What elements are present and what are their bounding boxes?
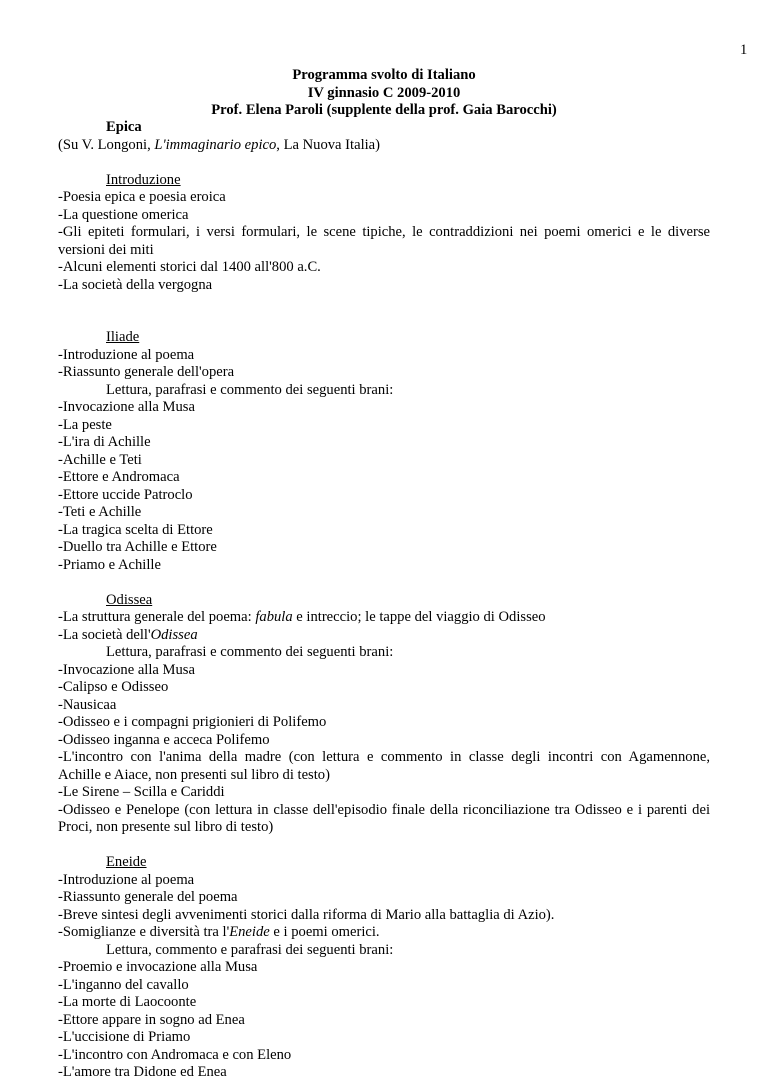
list-item: -La società della vergogna [58,276,213,293]
list-item-continuation: Achille e Aiace, non presenti sul libro di testo) [58,766,330,783]
book-title: L'immaginario epico [154,136,277,153]
list-item: -Alcuni elementi storici dal 1400 all'800 a.C. [58,259,321,275]
list-item: -Ettore appare in sogno ad Enea [58,1011,245,1028]
reading-label: Lettura, parafrasi e commento dei seguenti brani: [106,381,394,398]
list-item: -Riassunto generale dell'opera [58,364,235,380]
list-item-continuation: versioni dei miti [58,241,154,258]
list-item: -Breve sintesi degli avvenimenti storici dalla riforma di Mario alla battaglia di Azio). [58,906,555,923]
header-teacher: Prof. Elena Paroli (supplente della prof. Gaia Barocchi) [211,102,557,118]
section-title-epica: Epica [106,119,142,135]
list-item-continuation: Proci, non presente sul libro di testo) [58,819,274,835]
page-number: 1 [740,42,748,58]
list-item: -Le Sirene – Scilla e Cariddi [58,784,225,800]
reading-label: Lettura, commento e parafrasi dei seguenti brani: [106,941,394,958]
list-item: -L'ira di Achille [58,434,151,450]
list-item: -Odisseo e Penelope (con lettura in classe dell'episodio finale della riconciliazione tra Odisseo e i parenti dei [58,801,710,818]
section-title-introduzione: Introduzione [106,171,181,188]
list-item: -L'uccisione di Priamo [58,1029,191,1045]
list-item: -Riassunto generale del poema [58,889,238,905]
list-item: -Somiglianze e diversità tra l'Eneide e i poemi omerici. [58,924,380,940]
list-item: -L'incontro con Andromaca e con Eleno [58,1046,292,1063]
list-item: -L'inganno del cavallo [58,976,189,993]
list-item: -La tragica scelta di Ettore [58,521,213,538]
list-item: -L'amore tra Didone ed Enea [58,1064,227,1080]
list-item: -Invocazione alla Musa [58,399,195,415]
list-item: -La società dell'Odissea [58,626,198,643]
document-body [58,119,710,1082]
list-item: -Teti e Achille [58,504,142,520]
list-item: -Proemio e invocazione alla Musa [58,959,258,975]
list-item: -Duello tra Achille e Ettore [58,539,217,555]
list-item: -Introduzione al poema [58,346,195,363]
list-item: -Odisseo e i compagni prigionieri di Polifemo [58,714,327,730]
list-item: -Priamo e Achille [58,556,161,573]
document-header [0,67,768,120]
list-item: -La struttura generale del poema: fabula e intreccio; le tappe del viaggio di Odisseo [58,609,546,625]
list-item: -Introduzione al poema [58,871,195,888]
list-item: -L'incontro con l'anima della madre (con lettura e commento in classe degli incontri con Agamennone, [58,749,710,765]
section-title-odissea: Odissea [106,591,153,608]
list-item: -Invocazione alla Musa [58,661,195,678]
epica-source: (Su V. Longoni, L'immaginario epico, La Nuova Italia) [58,136,381,153]
list-item: -Gli epiteti formulari, i versi formulari, le scene tipiche, le contraddizioni nei poemi omerici e le diverse [58,224,710,240]
header-class-year: IV ginnasio C 2009-2010 [307,84,461,101]
list-item: -La morte di Laocoonte [58,994,197,1010]
list-item: -Nausicaa [58,696,117,713]
list-item: -Odisseo inganna e acceca Polifemo [58,731,270,748]
list-item: -Ettore e Andromaca [58,469,180,485]
list-item: -La questione omerica [58,206,189,223]
section-title-iliade: Iliade [106,329,140,345]
list-item: -La peste [58,416,112,433]
header-title: Programma svolto di Italiano [292,67,476,83]
reading-label: Lettura, parafrasi e commento dei seguenti brani: [106,644,394,660]
list-item: -Ettore uccide Patroclo [58,486,193,503]
section-title-eneide: Eneide [106,854,147,870]
list-item: -Calipso e Odisseo [58,679,169,695]
list-item: -Achille e Teti [58,451,142,468]
list-item: -Poesia epica e poesia eroica [58,189,226,205]
